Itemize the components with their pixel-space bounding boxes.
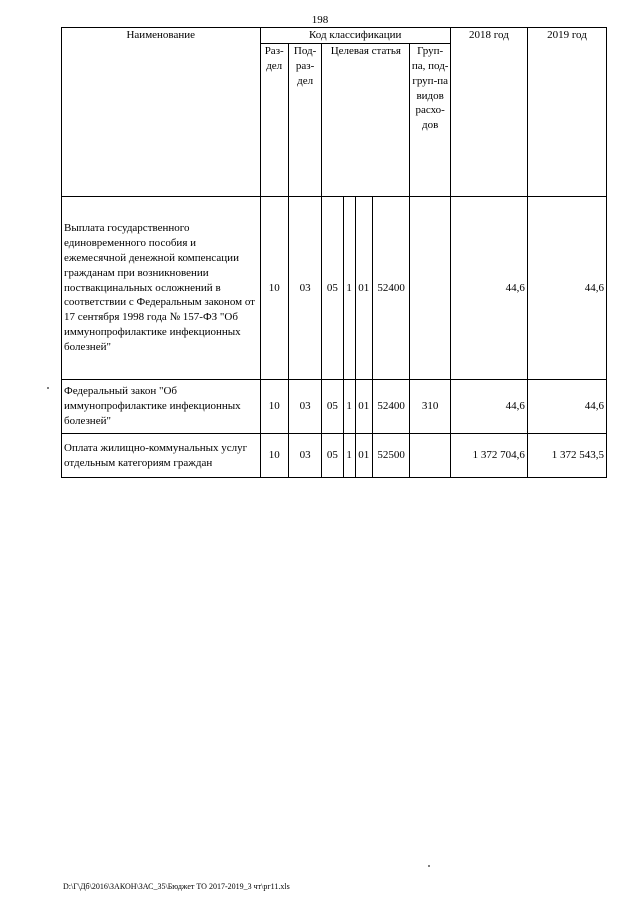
footer-file-path: D:\Г\Дб\2016\ЗАКОН\ЗАС_35\Бюджет ТО 2017-2019_3 чт\рг11.xls [63, 882, 290, 891]
row-2018: 1 372 704,6 [450, 434, 527, 478]
header-year-2019: 2019 год [527, 28, 606, 197]
row-2018: 44,6 [450, 197, 527, 380]
header-group: Груп-па, под-груп-па видов расхо-дов [410, 44, 451, 197]
header-year-2018: 2018 год [450, 28, 527, 197]
row-podrazdel: 03 [288, 197, 321, 380]
row-name: Выплата государственного единовременного пособия и ежемесячной денежной компенсации гражданам при возникновении поствакцинальных осложнений в соответствии с Федеральным законом от 17 сентября 1998 года № 157-ФЗ "Об иммунопрофилактике инфекционных болезней" [62, 197, 261, 380]
row-target-1: 05 [322, 197, 343, 380]
header-name: Наименование [62, 28, 261, 197]
row-target-3: 01 [355, 434, 372, 478]
table-row [62, 434, 607, 478]
row-target-2: 1 [343, 380, 355, 434]
scan-dot [47, 387, 49, 389]
row-razdel: 10 [260, 434, 288, 478]
row-group: 310 [410, 380, 451, 434]
row-2019: 1 372 543,5 [527, 434, 606, 478]
row-group [410, 434, 451, 478]
table-row [62, 197, 607, 380]
row-target-2: 1 [343, 197, 355, 380]
header-podrazdel: Под-раз-дел [288, 44, 321, 197]
row-target-1: 05 [322, 434, 343, 478]
row-podrazdel: 03 [288, 434, 321, 478]
scan-dot [428, 865, 430, 867]
row-target-4: 52500 [372, 434, 409, 478]
row-2018: 44,6 [450, 380, 527, 434]
row-target-2: 1 [343, 434, 355, 478]
page-number: 198 [311, 14, 329, 26]
row-name: Оплата жилищно-коммунальных услуг отдельным категориям граждан [62, 434, 261, 478]
row-target-4: 52400 [372, 380, 409, 434]
row-group [410, 197, 451, 380]
row-2019: 44,6 [527, 197, 606, 380]
header-target: Целевая статья [322, 44, 410, 197]
row-2019: 44,6 [527, 380, 606, 434]
row-target-3: 01 [355, 380, 372, 434]
row-podrazdel: 03 [288, 380, 321, 434]
row-name: Федеральный закон "Об иммунопрофилактике инфекционных болезней" [62, 380, 261, 434]
header-classification: Код классификации [260, 28, 450, 44]
header-row-top [62, 28, 607, 44]
budget-table [61, 27, 607, 478]
row-target-4: 52400 [372, 197, 409, 380]
row-razdel: 10 [260, 197, 288, 380]
row-target-1: 05 [322, 380, 343, 434]
table-row [62, 380, 607, 434]
row-target-3: 01 [355, 197, 372, 380]
row-razdel: 10 [260, 380, 288, 434]
header-razdel: Раз-дел [260, 44, 288, 197]
